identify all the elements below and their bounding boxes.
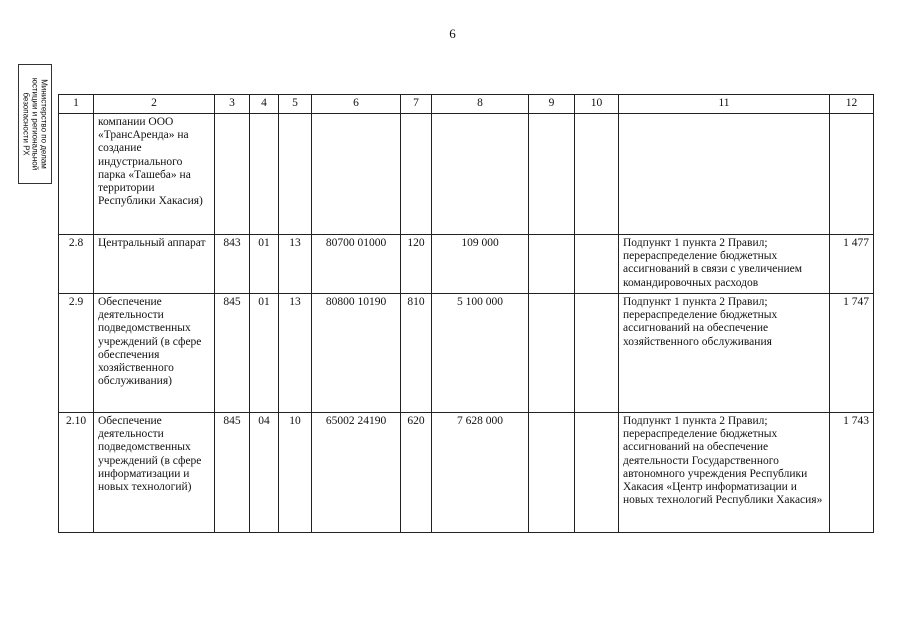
cell-col12: 1 477: [830, 235, 874, 294]
cell-col12: 1 743: [830, 413, 874, 533]
cell-col6: [312, 114, 401, 235]
table-row: [59, 235, 874, 294]
cell-col8: [432, 114, 529, 235]
cell-col6: 80800 10190: [312, 294, 401, 413]
cell-col10: [575, 413, 619, 533]
cell-col7: 810: [401, 294, 432, 413]
cell-col4: 01: [250, 294, 279, 413]
cell-col6: 65002 24190: [312, 413, 401, 533]
table-row: [59, 413, 874, 533]
cell-col9: [529, 235, 575, 294]
cell-basis: Подпункт 1 пункта 2 Правил; перераспределение бюджетных ассигнований на обеспечение хозяйственного обслуживания: [619, 294, 830, 413]
cell-col10: [575, 114, 619, 235]
cell-col3: [215, 114, 250, 235]
cell-col12: 1 747: [830, 294, 874, 413]
row-name: Обеспечение деятельности подведомственных учреждений (в сфере информатизации и новых технологий): [94, 413, 215, 533]
column-header: 7: [401, 95, 432, 114]
cell-col9: [529, 294, 575, 413]
budget-table: [58, 94, 874, 533]
cell-col10: [575, 294, 619, 413]
column-header: 11: [619, 95, 830, 114]
row-name: Обеспечение деятельности подведомственных учреждений (в сфере обеспечения хозяйственного обслуживания): [94, 294, 215, 413]
cell-col6: 80700 01000: [312, 235, 401, 294]
cell-basis: Подпункт 1 пункта 2 Правил; перераспределение бюджетных ассигнований в связи с увеличением командировочных расходов: [619, 235, 830, 294]
table-row: [59, 294, 874, 413]
column-header: 12: [830, 95, 874, 114]
cell-col4: [250, 114, 279, 235]
cell-basis: [619, 114, 830, 235]
cell-col9: [529, 413, 575, 533]
column-header: 4: [250, 95, 279, 114]
row-number: [59, 114, 94, 235]
column-header: 9: [529, 95, 575, 114]
registration-stamp: [18, 64, 52, 184]
cell-col4: 01: [250, 235, 279, 294]
cell-col8: 7 628 000: [432, 413, 529, 533]
page-number: 6: [449, 26, 456, 41]
row-number: 2.9: [59, 294, 94, 413]
column-header: 8: [432, 95, 529, 114]
cell-col8: 5 100 000: [432, 294, 529, 413]
cell-col5: 10: [279, 413, 312, 533]
table-row: [59, 114, 874, 235]
stamp-text: Министерство по делам юстиции и региональной безопасности РХ: [21, 77, 49, 171]
cell-col10: [575, 235, 619, 294]
cell-col3: 843: [215, 235, 250, 294]
cell-basis: Подпункт 1 пункта 2 Правил; перераспределение бюджетных ассигнований на обеспечение деятельности Государственного автономного учреждения Республики Хакасия «Центр информатизации и новых технологий Республики Хакасия»: [619, 413, 830, 533]
row-name: компании ООО «ТрансАренда» на создание индустриального парка «Ташеба» на территории Республики Хакасия): [94, 114, 215, 235]
cell-col3: 845: [215, 413, 250, 533]
row-name: Центральный аппарат: [94, 235, 215, 294]
cell-col3: 845: [215, 294, 250, 413]
cell-col7: 120: [401, 235, 432, 294]
cell-col12: [830, 114, 874, 235]
cell-col7: [401, 114, 432, 235]
cell-col5: [279, 114, 312, 235]
cell-col9: [529, 114, 575, 235]
column-header: 10: [575, 95, 619, 114]
column-header: 5: [279, 95, 312, 114]
row-number: 2.10: [59, 413, 94, 533]
row-number: 2.8: [59, 235, 94, 294]
cell-col5: 13: [279, 235, 312, 294]
column-header: 6: [312, 95, 401, 114]
cell-col5: 13: [279, 294, 312, 413]
table-header-row: [59, 95, 874, 114]
cell-col8: 109 000: [432, 235, 529, 294]
column-header: 2: [94, 95, 215, 114]
cell-col7: 620: [401, 413, 432, 533]
column-header: 3: [215, 95, 250, 114]
column-header: 1: [59, 95, 94, 114]
cell-col4: 04: [250, 413, 279, 533]
